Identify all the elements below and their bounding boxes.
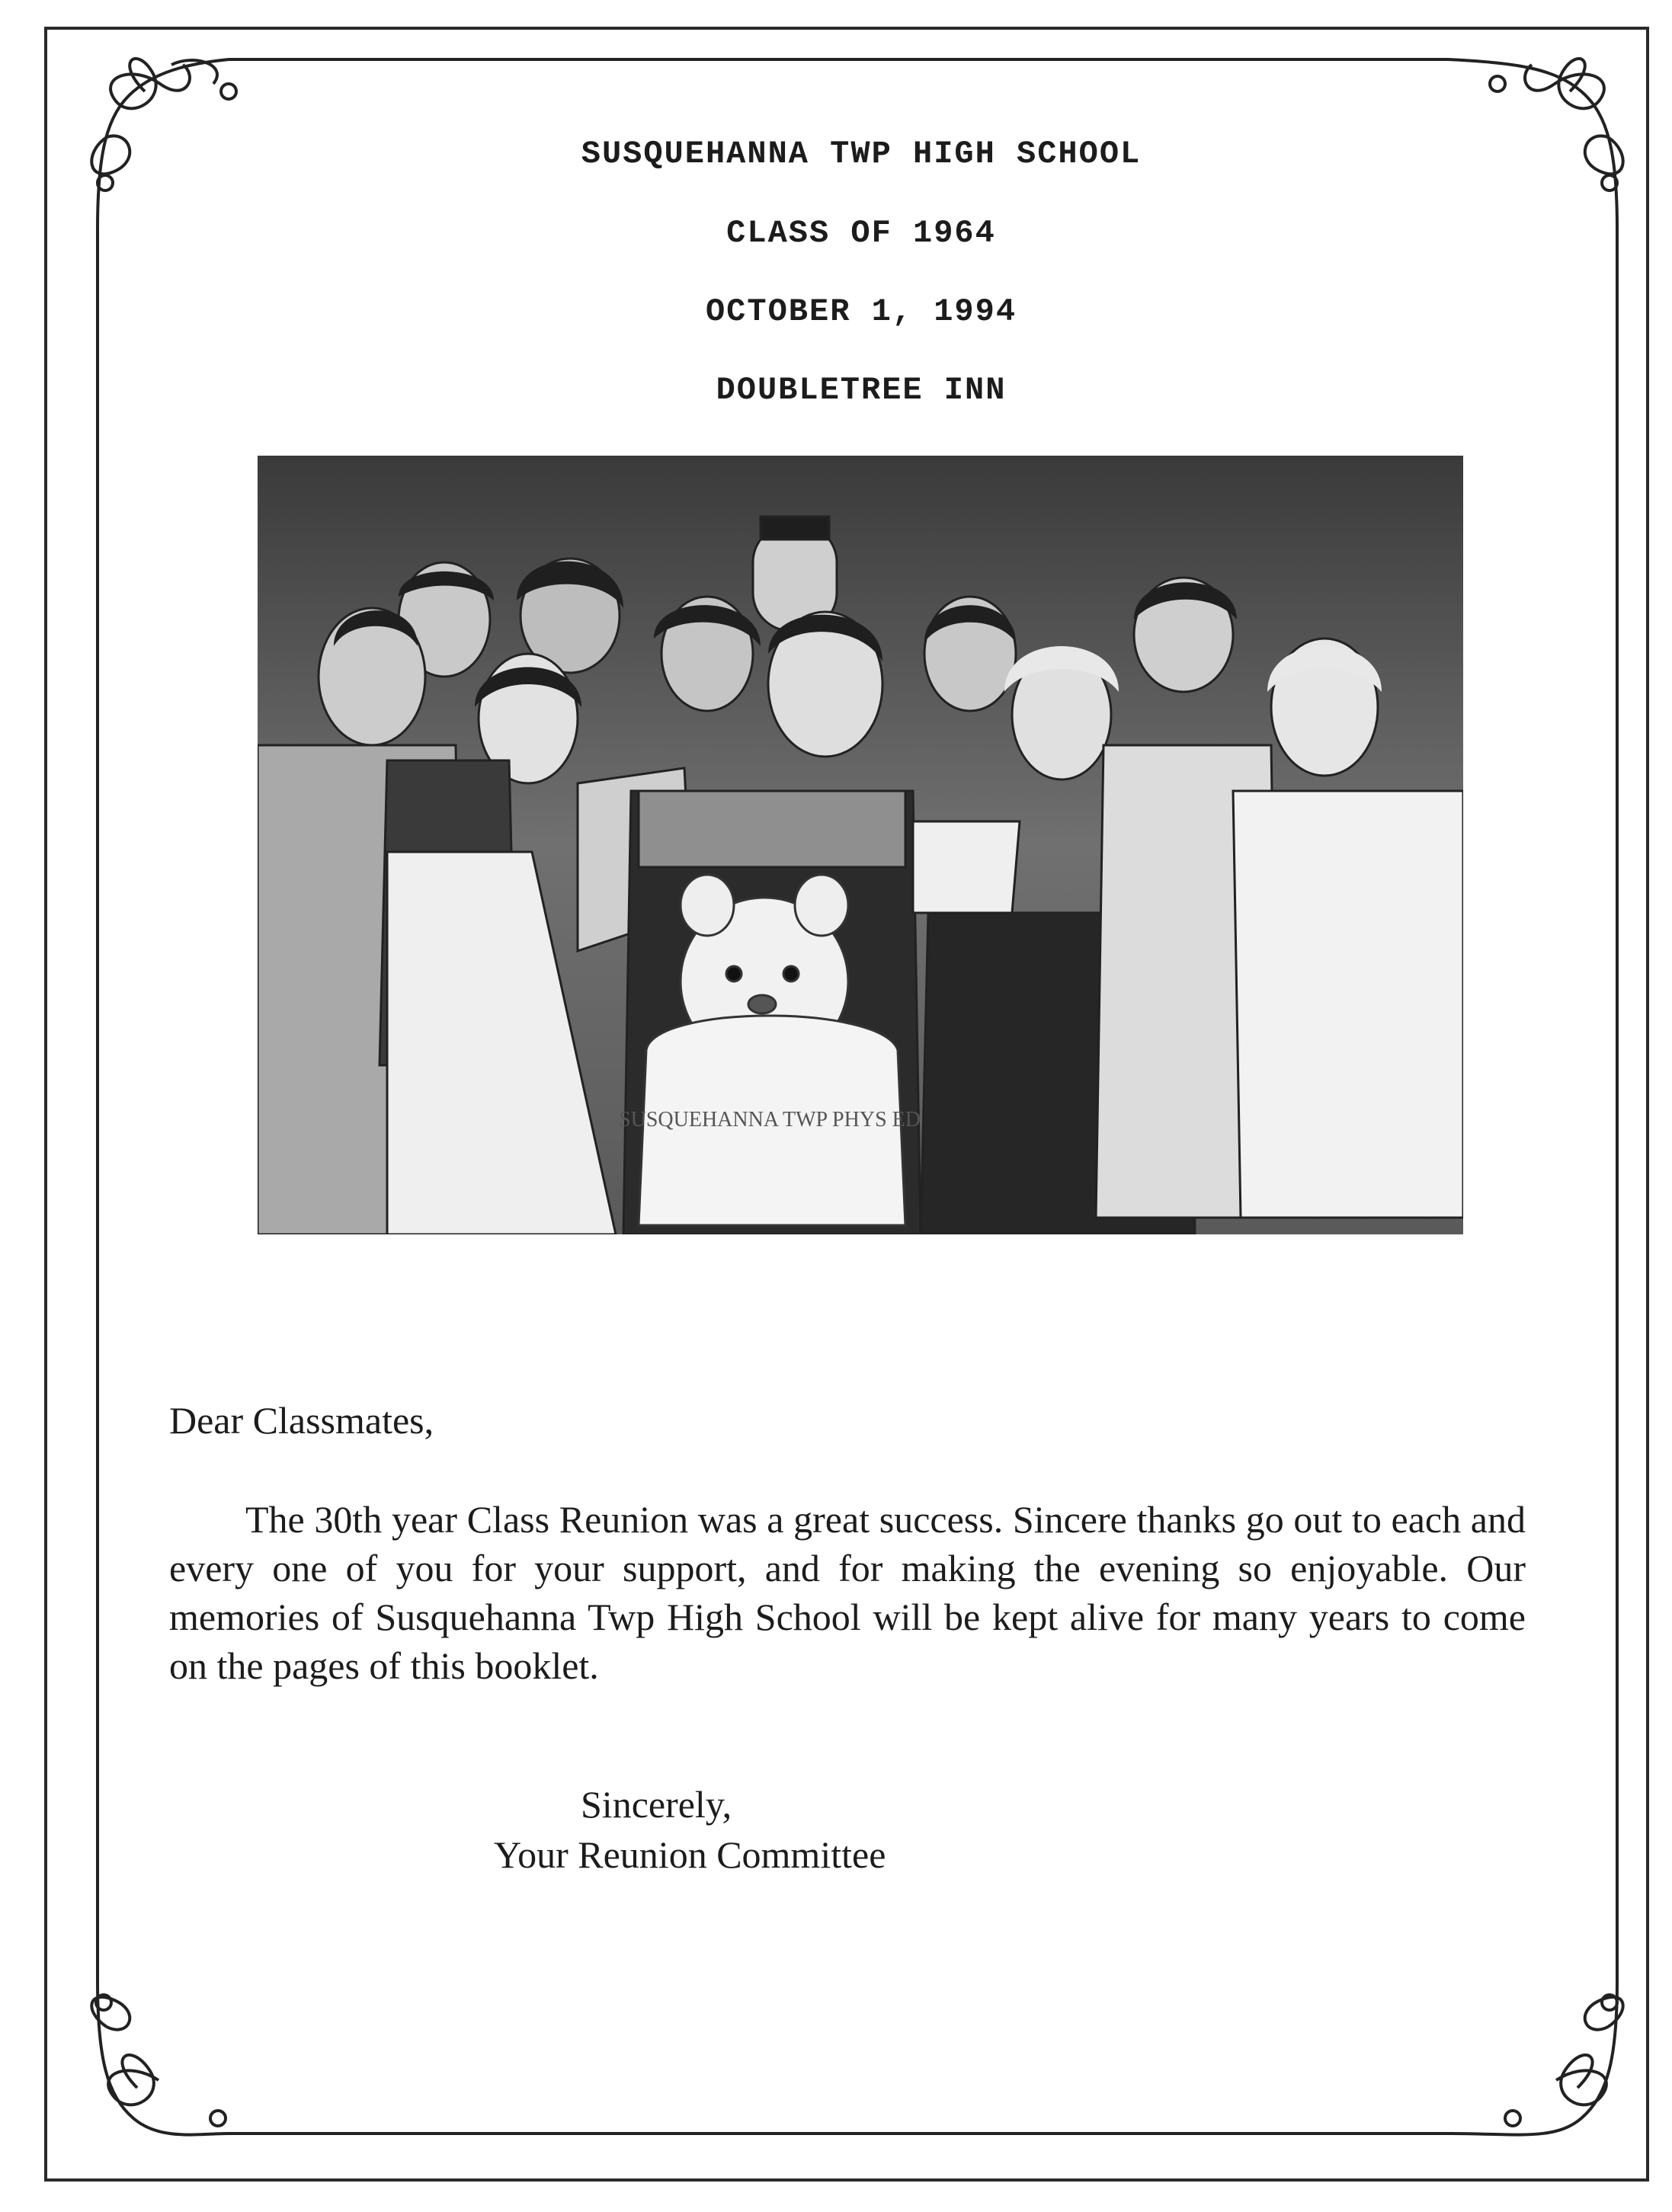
group-photo: [258, 456, 1463, 1234]
bear-shirt-text: SUSQUEHANNA TWP PHYS ED: [619, 1108, 921, 1132]
salutation: Dear Classmates,: [169, 1399, 434, 1442]
reunion-date: OCTOBER 1, 1994: [705, 293, 1017, 330]
letter-signature: Your Reunion Committee: [494, 1833, 886, 1876]
letter-body: The 30th year Class Reunion was a great success. Sincere thanks go out to each and every one of you for your support, and for making the evening so enjoyable. Our memories of Susquehanna Twp High School will be kept alive for many years to come on the pages of this booklet.: [169, 1498, 1526, 1687]
reunion-venue: DOUBLETREE INN: [716, 372, 1007, 408]
letter-closing: Sincerely,: [581, 1783, 732, 1826]
school-title: SUSQUEHANNA TWP HIGH SCHOOL: [581, 136, 1142, 172]
class-year: CLASS OF 1964: [726, 215, 996, 251]
